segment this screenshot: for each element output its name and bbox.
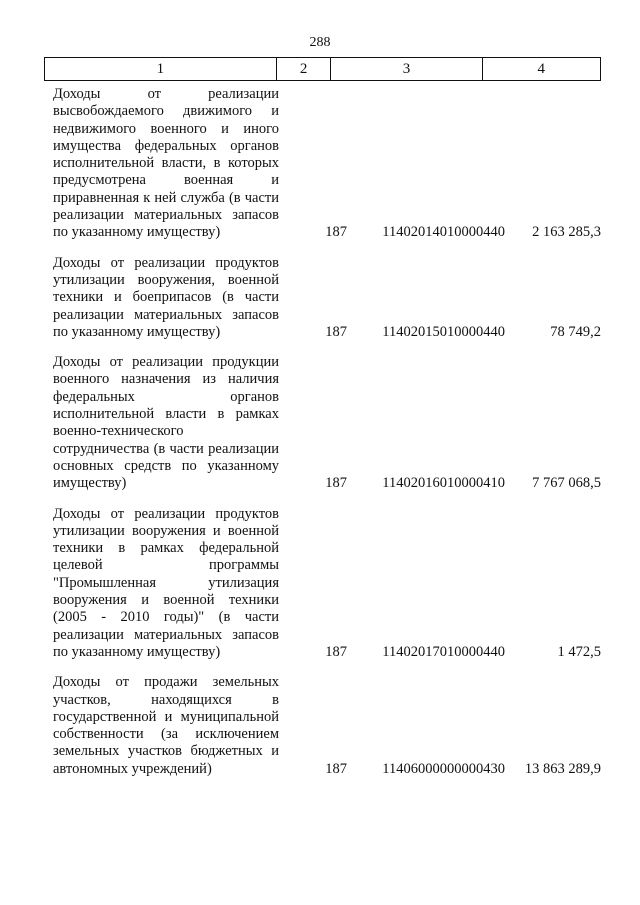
row-description: Доходы от реализации продуктов утилизации вооружения, военной техники и боеприпасов (в части реализации материальных запасов по указанному имуществу) <box>53 254 279 340</box>
row-admin-code: 187 <box>325 323 347 340</box>
row-admin-code: 187 <box>325 643 347 660</box>
row-description: Доходы от продажи земельных участков, находящихся в государственной и муниципальной собственности (за исключением земельных участков бюджетных и автономных учреждений) <box>53 674 279 777</box>
revenue-table-body <box>53 86 601 791</box>
table-row <box>53 255 601 341</box>
row-admin-code: 187 <box>325 224 347 241</box>
row-budget-code: 11402014010000440 <box>382 224 505 241</box>
column-header-4: 4 <box>482 58 600 81</box>
table-row <box>53 506 601 662</box>
row-description: Доходы от реализации продуктов утилизации вооружения и военной техники в рамках федеральной целевой программы "Промышленная утилизация вооружения и военной техники (2005 - 2010 годы)" (в части реализации материальных запасов по указанному имуществу) <box>53 505 279 660</box>
row-description: Доходы от реализации высвобождаемого движимого и недвижимого военного и иного имущества федеральных органов исполнительной власти, в которых предусмотрена военная и приравненная к ней служба (в части реализации материальных запасов по указанному имуществу) <box>53 86 279 241</box>
row-budget-code: 11402016010000410 <box>382 475 505 492</box>
row-amount: 7 767 068,5 <box>532 475 601 492</box>
table-row <box>53 674 601 778</box>
column-header-3: 3 <box>331 58 482 81</box>
row-amount: 1 472,5 <box>557 643 601 660</box>
row-amount: 2 163 285,3 <box>532 224 601 241</box>
row-admin-code: 187 <box>325 760 347 777</box>
row-amount: 78 749,2 <box>550 323 601 340</box>
table-row <box>53 354 601 492</box>
column-header-2: 2 <box>276 58 331 81</box>
row-budget-code: 11402017010000440 <box>382 643 505 660</box>
row-budget-code: 11402015010000440 <box>382 323 505 340</box>
row-budget-code: 11406000000000430 <box>382 760 505 777</box>
column-header-1: 1 <box>45 58 277 81</box>
row-admin-code: 187 <box>325 475 347 492</box>
row-amount: 13 863 289,9 <box>524 760 601 777</box>
column-header-table <box>44 57 601 81</box>
table-row <box>53 86 601 242</box>
column-header-row <box>45 58 601 81</box>
page-number: 288 <box>309 35 331 50</box>
row-description: Доходы от реализации продукции военного назначения из наличия федеральных органов исполнительной власти в рамках военно-технического сотрудничества (в части реализации основных средств по указанному имуществу) <box>53 354 279 492</box>
